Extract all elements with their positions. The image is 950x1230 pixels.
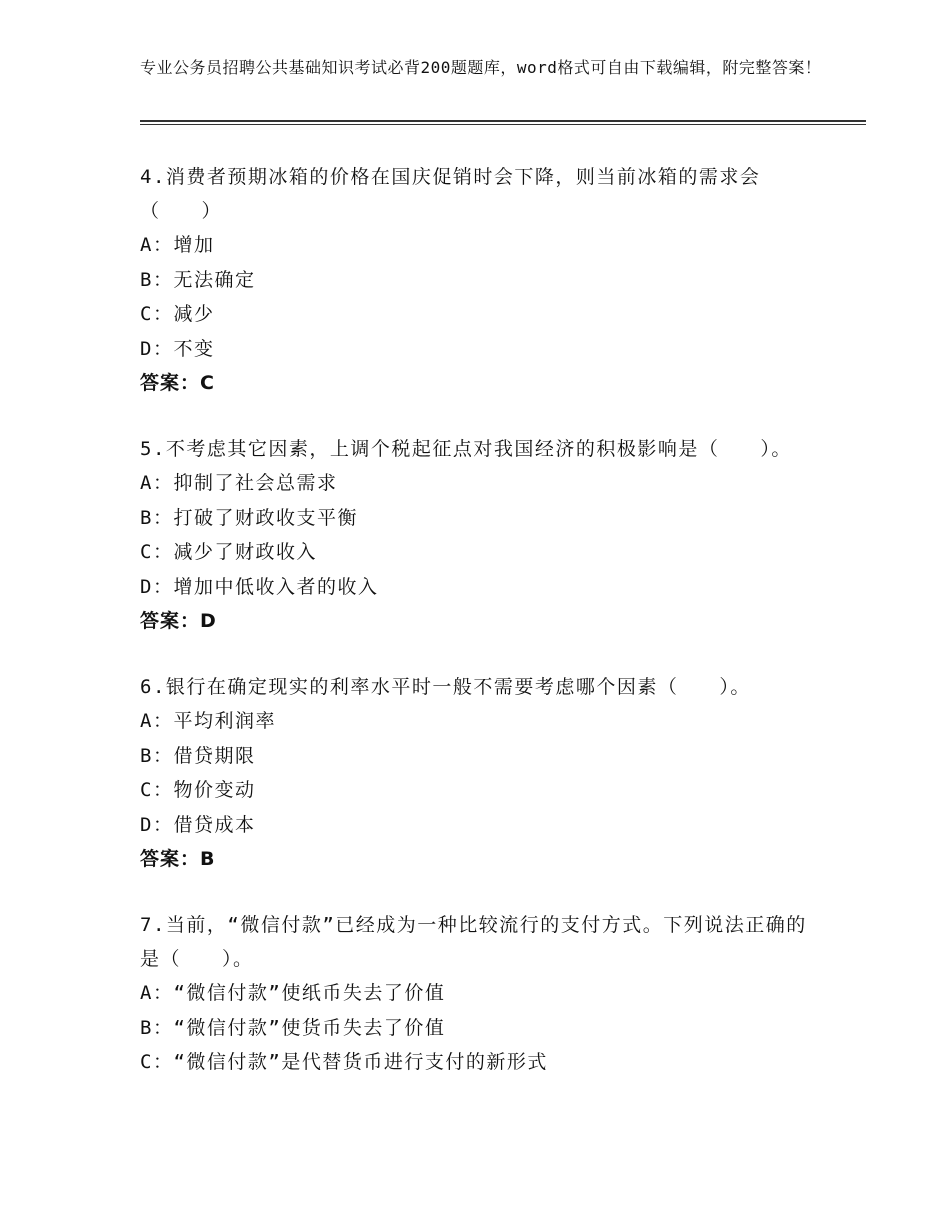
question-list [140, 160, 820, 1112]
option-c: C：物价变动 [140, 779, 256, 801]
question-6 [140, 670, 820, 876]
question-7 [140, 908, 820, 1080]
option-b: B：借贷期限 [140, 744, 256, 767]
option-c: C：减少 [140, 303, 215, 325]
question-stem: 6.银行在确定现实的利率水平时一般不需要考虑哪个因素（ ）。 [140, 676, 751, 698]
question-stem: 7.当前，“微信付款”已经成为一种比较流行的支付方式。下列说法正确的是（ ）。 [140, 914, 807, 970]
answer-label: 答案：B [140, 848, 216, 870]
option-a: A：增加 [140, 234, 215, 256]
question-stem: 4.消费者预期冰箱的价格在国庆促销时会下降，则当前冰箱的需求会（ ） [140, 166, 761, 222]
option-c: C：减少了财政收入 [140, 541, 317, 563]
question-stem: 5.不考虑其它因素，上调个税起征点对我国经济的积极影响是（ ）。 [140, 438, 792, 460]
option-d: D：借贷成本 [140, 813, 256, 836]
option-a: A：平均利润率 [140, 710, 276, 732]
option-b: B：无法确定 [140, 268, 256, 291]
option-a: A：抑制了社会总需求 [140, 472, 338, 494]
option-d: D：不变 [140, 337, 215, 360]
document-header: 专业公务员招聘公共基础知识考试必背200题题库，word格式可自由下载编辑，附完整答案！ [140, 58, 822, 77]
option-a: A：“微信付款”使纸币失去了价值 [140, 982, 446, 1004]
option-c: C：“微信付款”是代替货币进行支付的新形式 [140, 1051, 548, 1073]
answer-label: 答案：D [140, 610, 217, 632]
question-5 [140, 432, 820, 638]
header-divider-thin [140, 124, 866, 125]
option-b: B：打破了财政收支平衡 [140, 506, 358, 529]
option-b: B：“微信付款”使货币失去了价值 [140, 1016, 446, 1039]
question-4 [140, 160, 820, 400]
answer-label: 答案：C [140, 372, 215, 394]
header-divider [140, 120, 866, 122]
option-d: D：增加中低收入者的收入 [140, 575, 379, 598]
